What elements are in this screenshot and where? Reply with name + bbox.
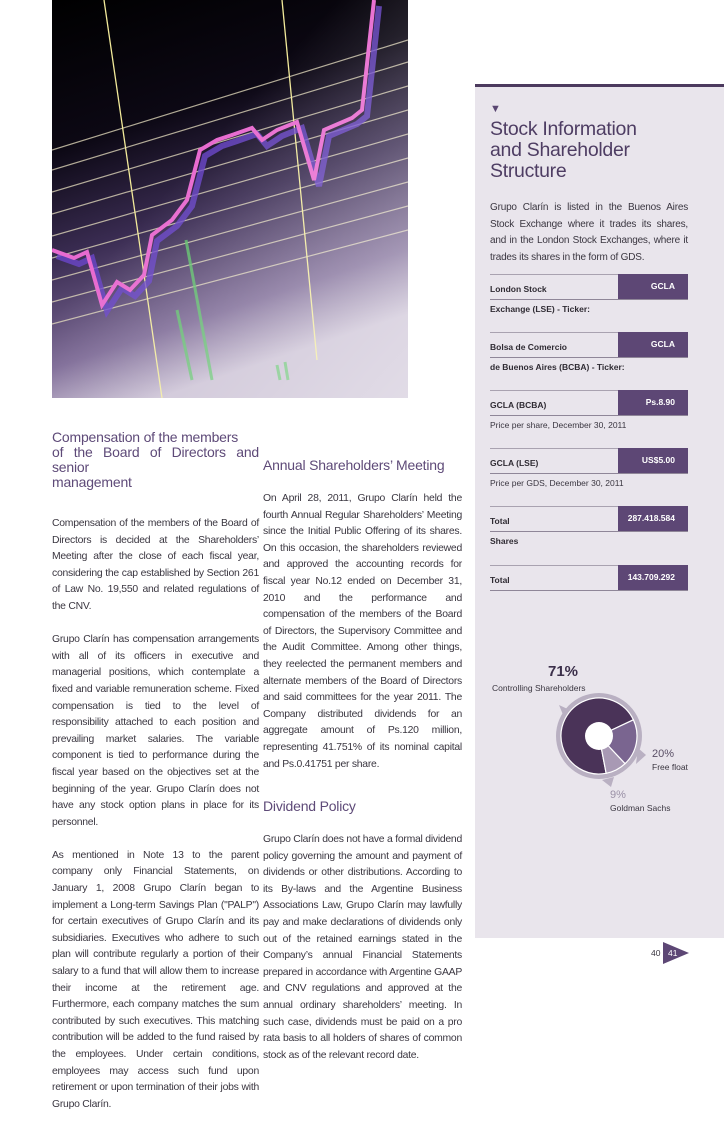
stock-row [490,390,687,450]
divider [490,332,619,333]
page-number-right: 41 [668,948,678,958]
page-number-left: 40 [651,948,661,958]
dividend-paragraph: Grupo Clarín does not have a formal dividend policy governing the amount and payment of dividends or other distributions. According to its By-laws and the Argentine Business Associations Law, Grupo Clarín may lawfully pay and make declarations of dividends only out of the retained earnings stated in the Company’s annual Financial Statements prepared in accordance with Argentine GAAP and CNV regulations and approved at the annual ordinary shareholders’ meeting. In such case, dividends must be paid on a pro rata basis to all holders of shares of common stock as of the relevant record date. [263,834,462,1061]
compensation-paragraph: Compensation of the members of the Board of Directors is decided at the Shareholders’ Meeting after the close of each fiscal year, considering the cap established by Section 261 of Law No. 19,550 and related regulations of the CNV. [52,518,259,612]
divider [490,590,619,591]
stock-row [490,332,687,392]
divider [490,565,619,566]
donut-hole [585,722,613,750]
divider [490,415,619,416]
divider [490,531,619,532]
row-label: GCLA (LSE) [490,458,539,468]
row-value-box [618,390,688,415]
row-label: Bolsa de Comercio [490,342,567,352]
meeting-heading: Annual Shareholders’ Meeting [263,457,445,473]
pie-label-category: Free float [652,762,688,772]
divider [490,357,619,358]
row-label: London Stock [490,284,547,294]
pie-label-value: 71% [548,663,579,680]
row-sublabel: Exchange (LSE) - Ticker: [490,304,590,314]
stock-row [490,448,687,508]
divider [490,274,619,275]
meeting-paragraph: On April 28, 2011, Grupo Clarín held the fourth Annual Regular Shareholders’ Meeting since the Initial Public Offering of its shares. On this occasion, the shareholders reviewed and approved the accounting records for fiscal year No.12 ended on December 31, 2010 and the performance and compensation of the members of the Board of Directors, the Supervisory Committee and the Audit Committee. Among other things, they reelected the permanent members and alternate members of the Board of Directors and said committees for the year 2011. The Company distributed dividends for an aggregate amount of Ps.120 million, representing 41.751% of its nominal capital and Ps.0.41751 per share. [263,493,462,770]
row-sublabel: Price per GDS, December 30, 2011 [490,478,624,488]
panel-title-line: Stock Information [490,118,637,140]
compensation-heading-line: management [52,474,132,490]
pie-label-category: Goldman Sachs [610,803,671,813]
shareholder-donut-chart [476,660,724,830]
compensation-heading [52,430,259,490]
compensation-paragraph: Grupo Clarín has compensation arrangements with all of its officers in executive and managerial positions, which contemplate a fixed and variable remuneration scheme. Fixed compensation is tied to the level of responsibility attached to each position and prevailing market salaries. The variable component is tied to performance during the fiscal year based on the objectives set at the beginning of the year. Grupo Clarín does not have any stock option plans in place for its personnel. [52,634,259,828]
meeting-dividend-section [263,458,462,1081]
divider [490,448,619,449]
dividend-heading: Dividend Policy [263,798,356,815]
divider [490,390,619,391]
divider [490,506,619,507]
pie-label-value: 9% [610,789,626,801]
compensation-section [52,430,259,1130]
row-value: 287.418.584 [627,513,675,523]
stock-chart-photo [52,0,408,398]
row-value: GCLA [650,281,675,291]
panel-title-line: Structure [490,160,567,182]
compensation-heading-line: of the Board of Directors and senior [52,444,259,475]
row-value-box [618,565,688,590]
panel-intro: Grupo Clarín is listed in the Buenos Aires Stock Exchange where it trades its shares, and in the London Stock Exchanges, where it trades its shares in the form of GDS. [490,202,688,263]
panel-title-line: and Shareholder [490,139,630,161]
row-sublabel: Price per share, December 30, 2011 [490,420,627,430]
row-sublabel: de Buenos Aires (BCBA) - Ticker: [490,362,625,372]
divider [490,473,619,474]
compensation-paragraph: As mentioned in Note 13 to the parent company only Financial Statements, on January 1, 2008 Grupo Clarín began to implement a Long-term Savings Plan ("PALP") for certain executives of Grupo Clarín and its subsidiaries. Executives who adhere to such plan will contribute regularly a portion of their salary to a fund that will allow them to increase their income at the retirement age. Furthermore, each company matches the sum contributed by such executives. This matching contribution will be added to the fund raised by the employees. Under certain conditions, employees may access such fund upon retirement or upon termination of their jobs with Grupo Clarín. [52,849,259,1110]
stock-row [490,565,687,625]
row-value: GCLA [650,339,675,349]
triangle-down-icon: ▼ [490,103,501,115]
row-label: Total [490,575,510,585]
row-value-box [618,332,688,357]
row-value-box [618,448,688,473]
stock-row [490,506,687,566]
pie-label-value: 20% [652,748,675,760]
row-label: Total [490,516,510,526]
row-value-box [618,506,688,531]
pie-label-category: Controlling Shareholders [492,683,586,693]
row-value: 143.709.292 [627,572,675,582]
row-value-box [618,274,688,299]
compensation-heading-line: Compensation of the members [52,429,239,445]
row-label: GCLA (BCBA) [490,400,547,410]
stock-row [490,274,687,334]
stock-chart-photo-graphic [52,0,408,398]
row-value: Ps.8.90 [645,397,675,407]
divider [490,299,619,300]
panel-title [490,119,715,182]
page-number-marker [663,942,689,964]
row-sublabel: Shares [490,536,519,546]
row-value: US$5.00 [641,455,675,465]
donut-svg [476,660,724,830]
